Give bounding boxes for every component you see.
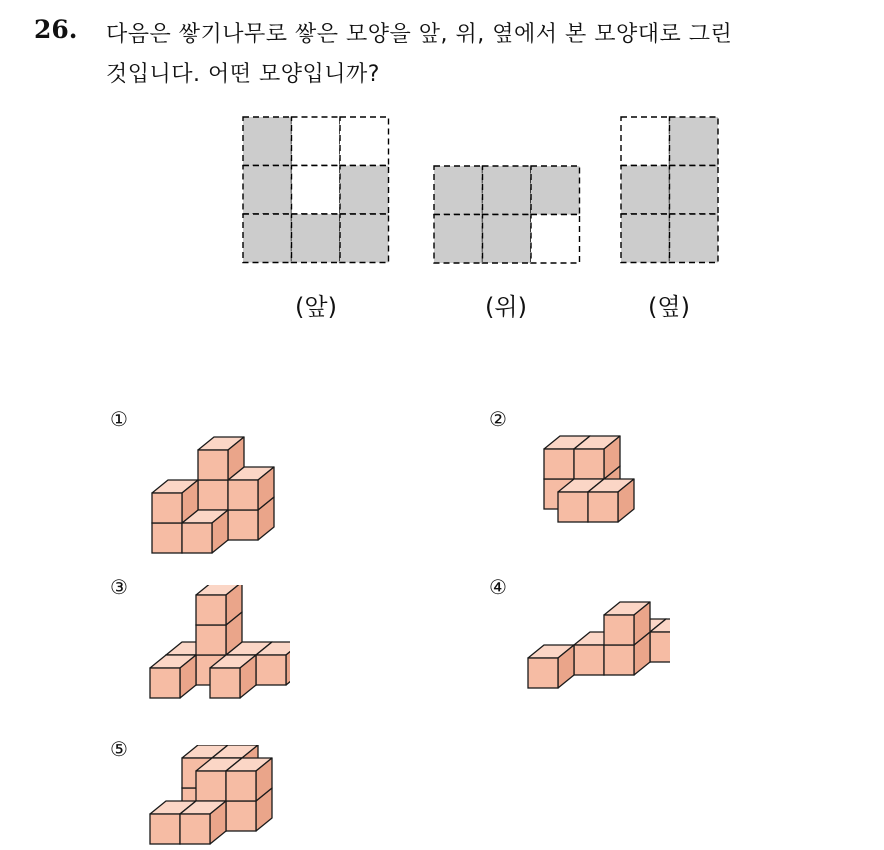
view-cell <box>243 166 292 215</box>
view-cell <box>531 166 580 215</box>
view-cell <box>340 214 389 263</box>
view-label-top: (위) <box>485 293 527 321</box>
view-grid-2 <box>621 117 718 263</box>
view-cell <box>434 166 483 215</box>
view-cell <box>670 166 719 215</box>
view-cell <box>292 214 341 263</box>
view-cell <box>243 214 292 263</box>
question-number: 26. <box>34 15 78 44</box>
view-label-side: (옆) <box>648 293 690 321</box>
view-cell <box>531 215 580 264</box>
view-cell <box>292 117 341 166</box>
view-cell <box>434 215 483 264</box>
view-cell <box>243 117 292 166</box>
cube <box>150 655 196 698</box>
option-4-figure[interactable] <box>520 585 670 695</box>
view-cell <box>340 166 389 215</box>
view-grid-0 <box>243 117 389 263</box>
view-grid-1 <box>434 166 580 263</box>
view-cell <box>621 214 670 263</box>
view-cell <box>292 166 341 215</box>
view-cell <box>670 117 719 166</box>
option-2-label[interactable]: ② <box>489 407 507 431</box>
option-2-figure[interactable] <box>520 420 660 530</box>
option-5-label[interactable]: ⑤ <box>110 737 128 761</box>
views-figure <box>0 0 884 280</box>
option-5-figure[interactable] <box>140 745 290 850</box>
question-text-line2: 것입니다. 어떤 모양입니까? <box>106 62 380 87</box>
option-1-figure[interactable] <box>140 420 290 565</box>
view-cell <box>670 214 719 263</box>
view-cell <box>340 117 389 166</box>
view-cell <box>483 215 532 264</box>
option-3-label[interactable]: ③ <box>110 575 128 599</box>
question-text-line1: 다음은 쌓기나무로 쌓은 모양을 앞, 위, 옆에서 본 모양대로 그린 <box>106 22 733 47</box>
view-cell <box>621 117 670 166</box>
option-3-figure[interactable] <box>140 585 290 715</box>
view-cell <box>483 166 532 215</box>
view-cell <box>621 166 670 215</box>
view-label-front: (앞) <box>295 293 337 321</box>
option-1-label[interactable]: ① <box>110 407 128 431</box>
cube <box>528 645 574 688</box>
option-4-label[interactable]: ④ <box>489 575 507 599</box>
